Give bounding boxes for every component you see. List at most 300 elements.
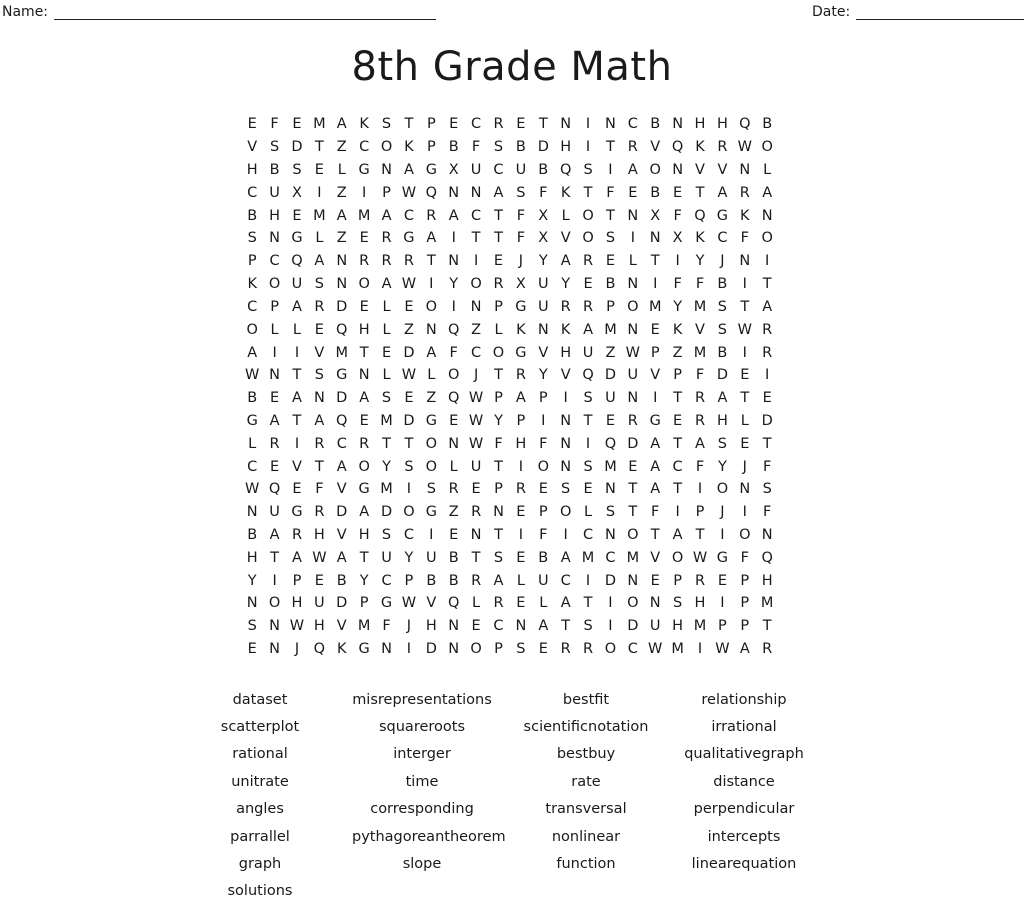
grid-letter[interactable]: J <box>518 253 524 270</box>
grid-letter[interactable]: G <box>380 595 393 612</box>
grid-letter[interactable]: S <box>493 549 504 566</box>
grid-letter[interactable]: H <box>560 344 572 361</box>
grid-letter[interactable]: E <box>516 595 526 612</box>
grid-letter[interactable]: I <box>429 527 434 544</box>
grid-letter[interactable]: V <box>426 595 437 612</box>
grid-letter[interactable]: N <box>269 618 281 635</box>
grid-letter[interactable]: K <box>740 207 750 224</box>
grid-letter[interactable]: I <box>608 618 613 635</box>
grid-letter[interactable]: M <box>380 412 393 429</box>
grid-letter[interactable]: F <box>673 276 682 293</box>
grid-letter[interactable]: T <box>628 504 638 521</box>
grid-letter[interactable]: T <box>426 253 436 270</box>
grid-letter[interactable]: V <box>336 481 347 498</box>
grid-letter[interactable]: L <box>472 595 481 612</box>
grid-letter[interactable]: N <box>761 527 773 544</box>
name-blank-line[interactable] <box>54 5 436 20</box>
grid-letter[interactable]: S <box>381 390 392 407</box>
grid-letter[interactable]: W <box>245 367 260 384</box>
grid-letter[interactable]: G <box>716 207 729 224</box>
grid-letter[interactable]: Q <box>336 412 348 429</box>
grid-letter[interactable]: I <box>608 162 613 179</box>
grid-letter[interactable]: R <box>694 390 706 407</box>
grid-letter[interactable]: A <box>560 595 571 612</box>
grid-letter[interactable]: L <box>337 162 346 179</box>
grid-letter[interactable]: E <box>740 435 750 452</box>
grid-letter[interactable]: J <box>742 458 747 475</box>
grid-letter[interactable]: E <box>650 321 660 338</box>
grid-letter[interactable]: E <box>381 344 392 361</box>
grid-letter[interactable]: I <box>563 527 568 544</box>
grid-letter[interactable]: I <box>585 116 591 133</box>
grid-letter[interactable]: Y <box>382 458 391 475</box>
grid-letter[interactable]: A <box>739 641 750 658</box>
grid-letter[interactable]: N <box>425 321 437 338</box>
grid-letter[interactable]: J <box>720 504 725 521</box>
grid-letter[interactable]: U <box>537 572 549 589</box>
grid-letter[interactable]: O <box>627 298 639 315</box>
grid-letter[interactable]: K <box>337 641 347 658</box>
grid-letter[interactable]: N <box>381 162 392 179</box>
grid-letter[interactable]: T <box>314 139 324 156</box>
grid-letter[interactable]: O <box>380 139 393 156</box>
grid-letter[interactable]: N <box>493 504 504 521</box>
grid-letter[interactable]: U <box>470 458 482 475</box>
grid-letter[interactable]: B <box>605 276 616 293</box>
grid-letter[interactable]: B <box>247 527 258 544</box>
grid-letter[interactable]: Y <box>538 253 548 270</box>
grid-letter[interactable]: T <box>740 298 750 315</box>
grid-letter[interactable]: Q <box>671 139 684 156</box>
grid-letter[interactable]: B <box>448 572 459 589</box>
grid-letter[interactable]: U <box>537 276 549 293</box>
grid-letter[interactable]: Y <box>449 276 459 293</box>
grid-letter[interactable]: W <box>737 321 752 338</box>
grid-letter[interactable]: F <box>539 184 548 201</box>
grid-letter[interactable]: M <box>335 344 349 361</box>
grid-letter[interactable]: P <box>404 572 414 589</box>
grid-letter[interactable]: H <box>672 618 684 635</box>
grid-letter[interactable]: U <box>649 618 661 635</box>
grid-letter[interactable]: F <box>740 549 749 566</box>
grid-letter[interactable]: T <box>561 618 571 635</box>
grid-letter[interactable]: Y <box>359 572 369 589</box>
grid-letter[interactable]: W <box>401 595 417 612</box>
grid-letter[interactable]: N <box>672 162 684 179</box>
grid-letter[interactable]: B <box>336 572 347 589</box>
grid-letter[interactable]: X <box>292 184 302 201</box>
grid-letter[interactable]: I <box>451 298 456 315</box>
grid-letter[interactable]: F <box>695 458 705 475</box>
grid-letter[interactable]: M <box>357 207 371 224</box>
grid-letter[interactable]: T <box>583 595 593 612</box>
grid-letter[interactable]: L <box>382 367 391 384</box>
grid-letter[interactable]: R <box>739 184 750 201</box>
grid-letter[interactable]: Z <box>336 184 347 201</box>
grid-letter[interactable]: O <box>671 549 684 566</box>
grid-letter[interactable]: T <box>471 230 481 247</box>
grid-letter[interactable]: N <box>336 253 348 270</box>
grid-letter[interactable]: X <box>515 276 526 293</box>
grid-letter[interactable]: F <box>740 230 749 247</box>
grid-letter[interactable]: P <box>740 595 750 612</box>
grid-letter[interactable]: N <box>448 435 460 452</box>
grid-letter[interactable]: A <box>493 572 504 589</box>
grid-letter[interactable]: K <box>560 321 571 338</box>
grid-letter[interactable]: W <box>401 367 417 384</box>
grid-letter[interactable]: E <box>516 549 526 566</box>
grid-letter[interactable]: T <box>673 390 683 407</box>
grid-letter[interactable]: F <box>471 139 481 156</box>
grid-letter[interactable]: I <box>697 481 703 498</box>
grid-letter[interactable]: S <box>583 162 593 179</box>
grid-letter[interactable]: E <box>516 116 526 133</box>
grid-letter[interactable]: P <box>538 504 548 521</box>
grid-letter[interactable]: E <box>583 276 593 293</box>
grid-letter[interactable]: Y <box>695 253 705 270</box>
grid-letter[interactable]: N <box>560 116 572 133</box>
grid-letter[interactable]: P <box>247 253 257 270</box>
grid-letter[interactable]: Z <box>403 321 414 338</box>
grid-letter[interactable]: T <box>673 481 683 498</box>
grid-letter[interactable]: G <box>515 298 527 315</box>
grid-letter[interactable]: B <box>448 139 459 156</box>
grid-letter[interactable]: E <box>270 458 280 475</box>
grid-letter[interactable]: R <box>717 139 728 156</box>
grid-letter[interactable]: A <box>672 527 683 544</box>
grid-letter[interactable]: G <box>291 504 303 521</box>
grid-letter[interactable]: N <box>515 618 527 635</box>
grid-letter[interactable]: D <box>627 618 639 635</box>
grid-letter[interactable]: R <box>426 207 437 224</box>
grid-letter[interactable]: D <box>425 641 437 658</box>
grid-letter[interactable]: A <box>493 184 504 201</box>
grid-letter[interactable]: L <box>248 435 257 452</box>
grid-letter[interactable]: A <box>627 162 638 179</box>
grid-letter[interactable]: I <box>742 276 747 293</box>
grid-letter[interactable]: C <box>627 641 638 658</box>
grid-letter[interactable]: O <box>358 276 370 293</box>
grid-letter[interactable]: I <box>294 435 300 452</box>
grid-letter[interactable]: S <box>292 162 302 179</box>
grid-letter[interactable]: Y <box>673 298 683 315</box>
grid-letter[interactable]: V <box>695 162 705 179</box>
grid-letter[interactable]: W <box>245 481 260 498</box>
grid-letter[interactable]: W <box>401 184 417 201</box>
grid-letter[interactable]: L <box>561 207 570 224</box>
grid-letter[interactable]: O <box>403 504 415 521</box>
grid-letter[interactable]: M <box>604 321 617 338</box>
grid-letter[interactable]: P <box>606 298 615 315</box>
grid-letter[interactable]: U <box>291 276 303 293</box>
grid-letter[interactable]: A <box>448 207 459 224</box>
grid-letter[interactable]: M <box>357 618 371 635</box>
grid-letter[interactable]: P <box>270 298 279 315</box>
grid-letter[interactable]: E <box>762 390 772 407</box>
grid-letter[interactable]: C <box>627 116 638 133</box>
grid-letter[interactable]: C <box>582 527 594 544</box>
grid-letter[interactable]: V <box>695 321 705 338</box>
grid-letter[interactable]: J <box>473 367 479 384</box>
grid-letter[interactable]: S <box>717 435 727 452</box>
name-field[interactable] <box>2 4 436 20</box>
grid-letter[interactable]: P <box>494 481 503 498</box>
grid-letter[interactable]: P <box>426 116 436 133</box>
grid-letter[interactable]: E <box>359 230 369 247</box>
grid-letter[interactable]: D <box>336 298 348 315</box>
grid-letter[interactable]: W <box>625 344 640 361</box>
grid-letter[interactable]: E <box>314 162 324 179</box>
grid-letter[interactable]: I <box>742 504 747 521</box>
grid-letter[interactable]: M <box>693 344 707 361</box>
grid-letter[interactable]: I <box>272 572 277 589</box>
grid-letter[interactable]: A <box>650 435 661 452</box>
grid-letter[interactable]: M <box>693 618 707 635</box>
grid-letter[interactable]: R <box>269 435 280 452</box>
grid-letter[interactable]: E <box>650 572 660 589</box>
grid-letter[interactable]: M <box>604 458 617 475</box>
grid-letter[interactable]: K <box>359 116 369 133</box>
grid-letter[interactable]: T <box>673 435 683 452</box>
grid-letter[interactable]: Z <box>471 321 482 338</box>
grid-letter[interactable]: F <box>763 458 772 475</box>
grid-letter[interactable]: P <box>426 139 436 156</box>
grid-letter[interactable]: I <box>697 641 703 658</box>
grid-letter[interactable]: B <box>717 276 728 293</box>
grid-letter[interactable]: M <box>581 549 595 566</box>
grid-letter[interactable]: W <box>648 641 663 658</box>
grid-letter[interactable]: S <box>493 139 504 156</box>
grid-letter[interactable]: P <box>740 572 750 589</box>
grid-letter[interactable]: H <box>694 595 706 612</box>
grid-letter[interactable]: C <box>672 458 683 475</box>
grid-letter[interactable]: X <box>538 230 549 247</box>
grid-letter[interactable]: N <box>627 390 639 407</box>
grid-letter[interactable]: W <box>468 412 484 429</box>
grid-letter[interactable]: U <box>269 184 280 201</box>
grid-letter[interactable]: E <box>538 481 548 498</box>
grid-letter[interactable]: A <box>515 390 526 407</box>
grid-letter[interactable]: A <box>292 390 302 407</box>
grid-letter[interactable]: K <box>247 276 257 293</box>
grid-letter[interactable]: S <box>247 618 257 635</box>
grid-letter[interactable]: I <box>518 527 524 544</box>
grid-letter[interactable]: P <box>382 184 391 201</box>
grid-letter[interactable]: F <box>673 207 682 224</box>
grid-letter[interactable]: N <box>246 595 258 612</box>
grid-letter[interactable]: S <box>269 139 280 156</box>
grid-letter[interactable]: R <box>694 412 706 429</box>
grid-letter[interactable]: O <box>246 321 258 338</box>
grid-letter[interactable]: Z <box>336 139 347 156</box>
grid-letter[interactable]: S <box>314 276 324 293</box>
grid-letter[interactable]: R <box>560 641 571 658</box>
grid-letter[interactable]: N <box>627 207 639 224</box>
grid-letter[interactable]: H <box>269 207 281 224</box>
grid-letter[interactable]: A <box>560 549 571 566</box>
grid-letter[interactable]: Z <box>672 344 683 361</box>
grid-letter[interactable]: N <box>269 230 281 247</box>
grid-letter[interactable]: H <box>716 116 728 133</box>
grid-letter[interactable]: T <box>359 344 369 361</box>
grid-letter[interactable]: A <box>538 618 549 635</box>
grid-letter[interactable]: B <box>538 549 549 566</box>
grid-letter[interactable]: E <box>270 390 280 407</box>
grid-letter[interactable]: I <box>563 390 568 407</box>
grid-letter[interactable]: E <box>605 412 616 429</box>
grid-letter[interactable]: P <box>538 390 548 407</box>
grid-letter[interactable]: L <box>382 298 391 315</box>
grid-letter[interactable]: T <box>606 207 615 224</box>
grid-letter[interactable]: M <box>380 481 393 498</box>
grid-letter[interactable]: N <box>448 253 460 270</box>
grid-letter[interactable]: X <box>448 162 459 179</box>
grid-letter[interactable]: T <box>292 412 302 429</box>
grid-letter[interactable]: I <box>518 458 524 475</box>
grid-letter[interactable]: E <box>292 116 302 133</box>
grid-letter[interactable]: X <box>672 230 683 247</box>
grid-letter[interactable]: P <box>673 572 682 589</box>
grid-letter[interactable]: E <box>717 572 727 589</box>
grid-letter[interactable]: P <box>516 412 526 429</box>
grid-letter[interactable]: V <box>717 162 728 179</box>
grid-letter[interactable]: R <box>381 253 392 270</box>
grid-letter[interactable]: I <box>406 481 412 498</box>
grid-letter[interactable]: R <box>291 527 303 544</box>
grid-letter[interactable]: F <box>270 116 279 133</box>
grid-letter[interactable]: A <box>381 207 392 224</box>
grid-letter[interactable]: Q <box>694 207 706 224</box>
grid-letter[interactable]: H <box>246 549 258 566</box>
grid-letter[interactable]: O <box>268 276 281 293</box>
grid-letter[interactable]: E <box>538 641 548 658</box>
grid-letter[interactable]: C <box>381 572 392 589</box>
grid-letter[interactable]: S <box>673 595 683 612</box>
grid-letter[interactable]: E <box>449 116 459 133</box>
grid-letter[interactable]: A <box>426 344 437 361</box>
grid-letter[interactable]: R <box>583 253 594 270</box>
grid-letter[interactable]: E <box>247 641 257 658</box>
grid-letter[interactable]: Q <box>448 321 460 338</box>
grid-letter[interactable]: G <box>403 230 415 247</box>
grid-letter[interactable]: B <box>247 207 258 224</box>
grid-letter[interactable]: U <box>269 504 280 521</box>
grid-letter[interactable]: F <box>382 618 391 635</box>
grid-letter[interactable]: P <box>695 504 705 521</box>
grid-letter[interactable]: A <box>359 504 370 521</box>
grid-letter[interactable]: C <box>605 549 616 566</box>
grid-letter[interactable]: Q <box>313 641 326 658</box>
grid-letter[interactable]: B <box>538 162 549 179</box>
grid-letter[interactable]: S <box>314 367 324 384</box>
grid-letter[interactable]: I <box>585 572 591 589</box>
grid-letter[interactable]: T <box>740 390 750 407</box>
grid-letter[interactable]: A <box>426 230 437 247</box>
grid-letter[interactable]: N <box>739 481 751 498</box>
grid-letter[interactable]: P <box>494 390 503 407</box>
grid-letter[interactable]: C <box>471 344 482 361</box>
grid-letter[interactable]: L <box>584 504 593 521</box>
grid-letter[interactable]: Q <box>761 549 773 566</box>
grid-letter[interactable]: S <box>561 481 571 498</box>
grid-letter[interactable]: A <box>314 412 325 429</box>
grid-letter[interactable]: C <box>247 298 258 315</box>
grid-letter[interactable]: I <box>653 390 658 407</box>
grid-letter[interactable]: Y <box>717 458 727 475</box>
grid-letter[interactable]: B <box>762 116 773 133</box>
grid-letter[interactable]: L <box>740 412 749 429</box>
grid-letter[interactable]: I <box>765 253 770 270</box>
grid-letter[interactable]: G <box>425 162 437 179</box>
grid-letter[interactable]: C <box>493 618 504 635</box>
grid-letter[interactable]: R <box>493 595 504 612</box>
grid-letter[interactable]: F <box>539 435 548 452</box>
grid-letter[interactable]: K <box>560 184 571 201</box>
grid-letter[interactable]: O <box>559 504 572 521</box>
grid-letter[interactable]: T <box>695 184 705 201</box>
grid-letter[interactable]: N <box>470 184 482 201</box>
grid-letter[interactable]: N <box>627 276 639 293</box>
grid-letter[interactable]: T <box>270 549 280 566</box>
grid-letter[interactable]: I <box>653 276 658 293</box>
grid-letter[interactable]: R <box>471 504 482 521</box>
grid-letter[interactable]: C <box>403 527 414 544</box>
grid-letter[interactable]: X <box>538 207 549 224</box>
grid-letter[interactable]: P <box>494 298 503 315</box>
grid-letter[interactable]: V <box>292 458 302 475</box>
grid-letter[interactable]: T <box>583 412 593 429</box>
grid-letter[interactable]: E <box>740 367 750 384</box>
grid-letter[interactable]: E <box>471 481 481 498</box>
grid-letter[interactable]: T <box>606 139 615 156</box>
grid-letter[interactable]: K <box>516 321 526 338</box>
grid-letter[interactable]: L <box>539 595 548 612</box>
grid-letter[interactable]: U <box>605 390 616 407</box>
grid-letter[interactable]: T <box>695 527 705 544</box>
grid-letter[interactable]: E <box>247 116 257 133</box>
grid-letter[interactable]: E <box>628 184 638 201</box>
grid-letter[interactable]: R <box>583 298 594 315</box>
grid-letter[interactable]: G <box>515 344 527 361</box>
grid-letter[interactable]: T <box>314 458 324 475</box>
grid-letter[interactable]: G <box>291 230 303 247</box>
grid-letter[interactable]: A <box>762 184 773 201</box>
grid-letter[interactable]: N <box>537 321 549 338</box>
grid-letter[interactable]: Q <box>268 481 281 498</box>
date-blank-line[interactable] <box>856 5 1024 20</box>
grid-letter[interactable]: Z <box>336 230 347 247</box>
grid-letter[interactable]: I <box>294 344 300 361</box>
grid-letter[interactable]: H <box>560 139 572 156</box>
grid-letter[interactable]: B <box>269 162 280 179</box>
grid-letter[interactable]: I <box>429 276 434 293</box>
grid-letter[interactable]: E <box>449 412 459 429</box>
grid-letter[interactable]: N <box>605 116 616 133</box>
grid-letter[interactable]: M <box>626 549 640 566</box>
grid-letter[interactable]: O <box>761 230 773 247</box>
grid-letter[interactable]: C <box>493 162 504 179</box>
grid-letter[interactable]: W <box>692 549 708 566</box>
grid-letter[interactable]: C <box>336 435 347 452</box>
grid-letter[interactable]: E <box>292 481 302 498</box>
grid-letter[interactable]: V <box>650 139 661 156</box>
grid-letter[interactable]: L <box>449 458 458 475</box>
grid-letter[interactable]: O <box>268 595 281 612</box>
grid-letter[interactable]: G <box>358 162 370 179</box>
grid-letter[interactable]: N <box>470 298 482 315</box>
grid-letter[interactable]: S <box>516 184 526 201</box>
grid-letter[interactable]: A <box>762 298 773 315</box>
